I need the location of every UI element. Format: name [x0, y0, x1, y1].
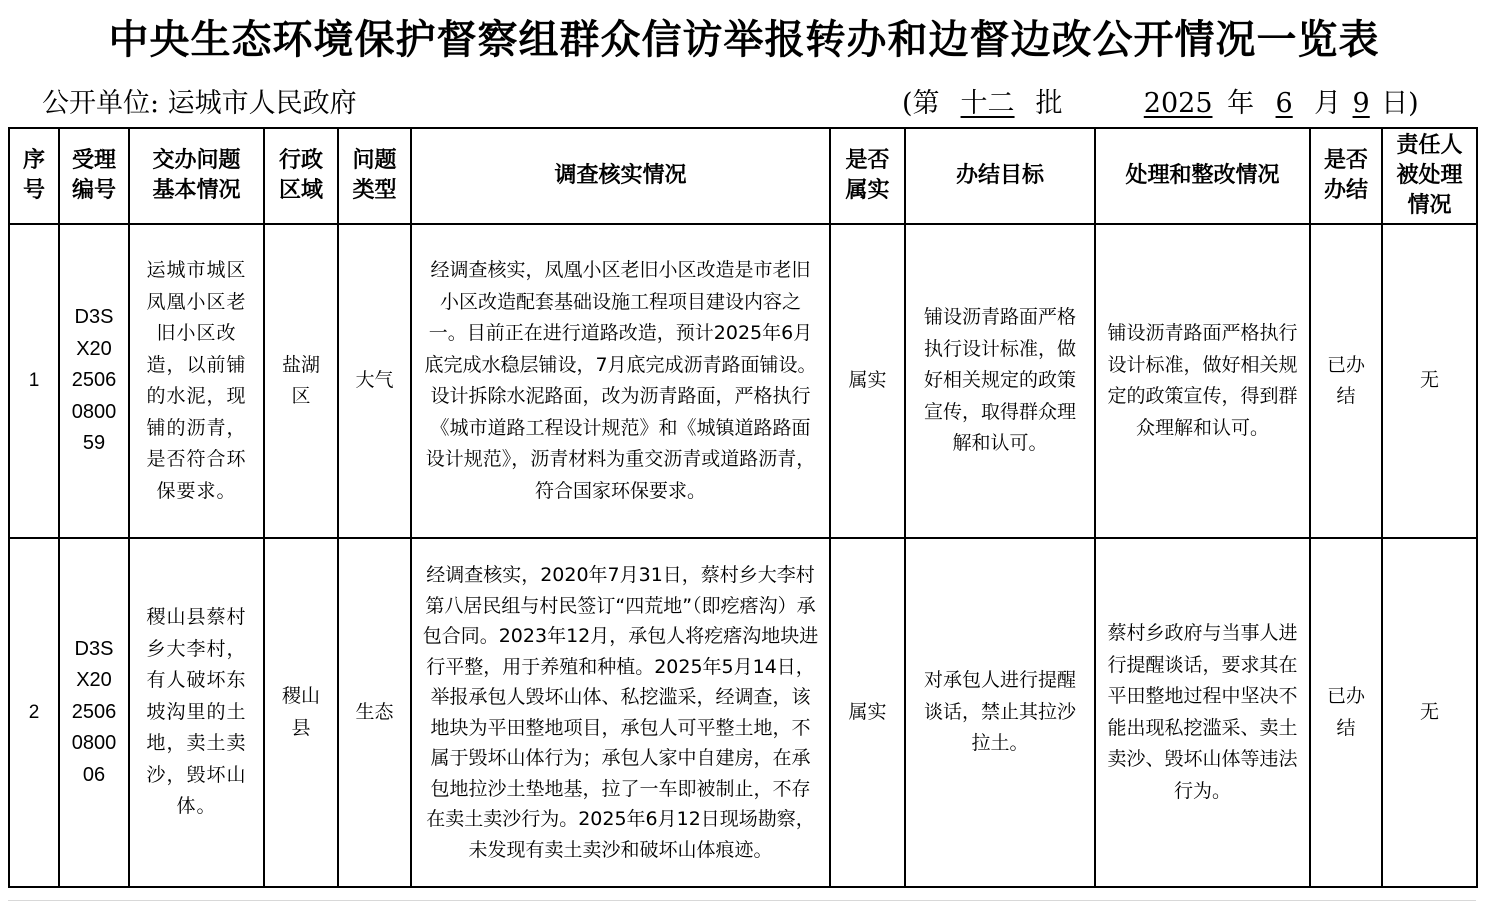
- col-header-accountability: 责任人被处理情况: [1382, 128, 1477, 224]
- cell-closed: 已办结: [1310, 224, 1382, 538]
- cell-id: D3SX202506080059: [59, 224, 129, 538]
- cell-issue: 运城市城区凤凰小区老旧小区改造，以前铺的水泥，现铺的沥青，是否符合环保要求。: [129, 224, 264, 538]
- cell-type: 大气: [338, 224, 411, 538]
- col-header-type: 问题类型: [338, 128, 411, 224]
- cell-id: D3SX202506080006: [59, 538, 129, 887]
- cell-accountability: 无: [1382, 224, 1477, 538]
- cell-accountability: 无: [1382, 538, 1477, 887]
- cell-rectification: 铺设沥青路面严格执行设计标准，做好相关规定的政策宣传，得到群众理解和认可。: [1095, 224, 1310, 538]
- col-header-closed: 是否办结: [1310, 128, 1382, 224]
- day-word: 日): [1381, 88, 1419, 119]
- batch-year: 2025: [1143, 88, 1213, 119]
- col-header-no: 序号: [9, 128, 59, 224]
- cell-no: 1: [9, 224, 59, 538]
- month-word: 月: [1314, 88, 1342, 119]
- col-header-verified: 是否属实: [830, 128, 905, 224]
- cell-issue: 稷山县蔡村乡大李村，有人破坏东坡沟里的土地，卖土卖沙，毁坏山体。: [129, 538, 264, 887]
- cell-verified: 属实: [830, 224, 905, 538]
- batch-word: 批: [1035, 88, 1063, 119]
- col-header-region: 行政区域: [264, 128, 338, 224]
- batch-info: [902, 86, 1419, 122]
- col-header-rectification: 处理和整改情况: [1095, 128, 1310, 224]
- cell-type: 生态: [338, 538, 411, 887]
- cell-no: 2: [9, 538, 59, 887]
- publisher-unit: 公开单位: 运城市人民政府: [42, 88, 357, 119]
- cell-investigation: 经调查核实，凤凰小区老旧小区改造是市老旧小区改造配套基础设施工程项目建设内容之一。目前正在进行道路改造，预计2025年6月底完成水稳层铺设，7月底完成沥青路面铺设。设计拆除水泥路面，改为沥青路面，严格执行《城市道路工程设计规范》和《城镇道路路面设计规范》，沥青材料为重交沥青或道路沥青，符合国家环保要求。: [411, 224, 830, 538]
- year-word: 年: [1227, 88, 1255, 119]
- table-row: [9, 224, 1477, 538]
- cell-region: 稷山县: [264, 538, 338, 887]
- table-row: [9, 538, 1477, 887]
- page-title: 中央生态环境保护督察组群众信访举报转办和边督边改公开情况一览表: [108, 16, 1380, 63]
- batch-month: 6: [1275, 88, 1293, 119]
- header-row: [9, 128, 1477, 224]
- batch-open: (第: [902, 88, 940, 119]
- cell-verified: 属实: [830, 538, 905, 887]
- cell-rectification: 蔡村乡政府与当事人进行提醒谈话，要求其在平田整地过程中坚决不能出现私挖滥采、卖土卖沙、毁坏山体等违法行为。: [1095, 538, 1310, 887]
- cell-goal: 铺设沥青路面严格执行设计标准，做好相关规定的政策宣传，取得群众理解和认可。: [905, 224, 1095, 538]
- cell-closed: 已办结: [1310, 538, 1382, 887]
- col-header-goal: 办结目标: [905, 128, 1095, 224]
- cell-region: 盐湖区: [264, 224, 338, 538]
- petition-table: [8, 127, 1478, 888]
- cell-goal: 对承包人进行提醒谈话，禁止其拉沙拉土。: [905, 538, 1095, 887]
- col-header-id: 受理编号: [59, 128, 129, 224]
- batch-day: 9: [1352, 88, 1370, 119]
- col-header-investigation: 调查核实情况: [411, 128, 830, 224]
- col-header-issue: 交办问题基本情况: [129, 128, 264, 224]
- batch-number: 十二: [960, 88, 1015, 119]
- cell-investigation: 经调查核实，2020年7月31日，蔡村乡大李村第八居民组与村民签订“四荒地”（即疙瘩沟）承包合同。2023年12月，承包人将疙瘩沟地块进行平整，用于养殖和种植。2025年5月14日，举报承包人毁坏山体、私挖滥采，经调查，该地块为平田整地项目，承包人可平整土地，不属于毁坏山体行为；承包人家中自建房，在承包地拉沙土垫地基，拉了一车即被制止，不存在卖土卖沙行为。2025年6月12日现场勘察，未发现有卖土卖沙和破坏山体痕迹。: [411, 538, 830, 887]
- page-divider: [8, 900, 1476, 901]
